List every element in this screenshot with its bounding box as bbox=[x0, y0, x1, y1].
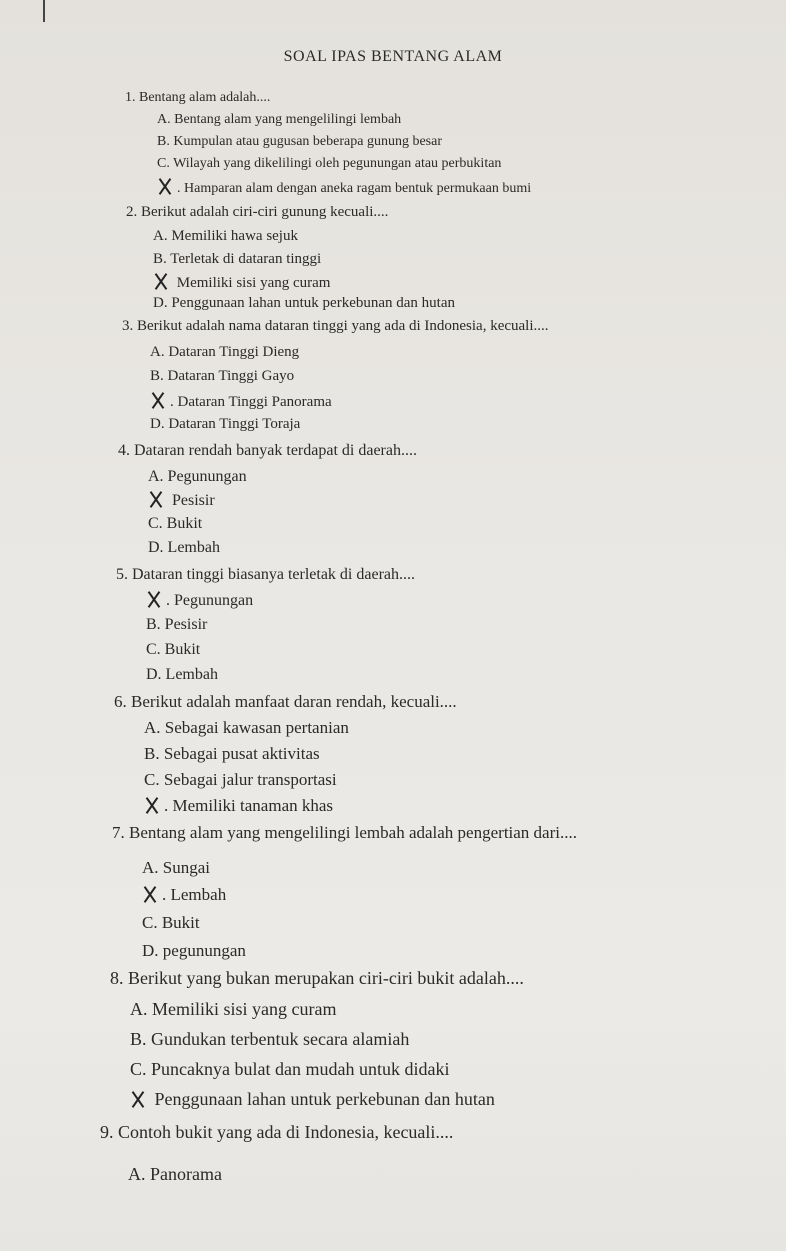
q1-option-d: . Hamparan alam dengan aneka ragam bentuk permukaan bumi bbox=[155, 178, 531, 197]
q2-option-c: Memiliki sisi yang curam bbox=[151, 273, 330, 292]
q5-option-b: B. Pesisir bbox=[146, 616, 208, 633]
q4-option-b: Pesisir bbox=[146, 491, 215, 510]
q3-option-b: B. Dataran Tinggi Gayo bbox=[150, 368, 295, 384]
question-1: 1. Bentang alam adalah.... bbox=[125, 90, 271, 105]
question-6: 6. Berikut adalah manfaat daran rendah, kecuali.... bbox=[114, 692, 457, 711]
q3-option-c: . Dataran Tinggi Panorama bbox=[148, 392, 332, 411]
q2-option-b: B. Terletak di dataran tinggi bbox=[153, 251, 322, 267]
q3-option-d: D. Dataran Tinggi Toraja bbox=[150, 416, 301, 432]
q2-option-d: D. Penggunaan lahan untuk perkebunan dan hutan bbox=[153, 295, 455, 311]
cross-mark-icon bbox=[155, 178, 175, 194]
question-4: 4. Dataran rendah banyak terdapat di daerah.... bbox=[118, 442, 417, 459]
question-9: 9. Contoh bukit yang ada di Indonesia, kecuali.... bbox=[100, 1122, 454, 1142]
q8-option-b: B. Gundukan terbentuk secara alamiah bbox=[130, 1029, 410, 1049]
q5-option-a: . Pegunungan bbox=[144, 591, 253, 610]
margin-pen-mark bbox=[43, 0, 45, 22]
q7-option-d: D. pegunungan bbox=[142, 941, 246, 960]
q3-option-a: A. Dataran Tinggi Dieng bbox=[150, 344, 300, 360]
question-7: 7. Bentang alam yang mengelilingi lembah adalah pengertian dari.... bbox=[112, 823, 577, 842]
cross-mark-icon bbox=[146, 491, 166, 507]
q5-option-c: C. Bukit bbox=[146, 641, 201, 658]
cross-mark-icon bbox=[128, 1091, 148, 1107]
cross-mark-icon bbox=[140, 886, 160, 902]
q6-option-b: B. Sebagai pusat aktivitas bbox=[144, 744, 320, 763]
question-8: 8. Berikut yang bukan merupakan ciri-ciri bukit adalah.... bbox=[110, 968, 524, 988]
q8-option-a: A. Memiliki sisi yang curam bbox=[130, 999, 337, 1019]
q9-option-a: A. Panorama bbox=[128, 1164, 222, 1184]
question-2: 2. Berikut adalah ciri-ciri gunung kecuali.... bbox=[126, 204, 389, 220]
question-3: 3. Berikut adalah nama dataran tinggi yang ada di Indonesia, kecuali.... bbox=[122, 318, 549, 334]
q6-option-d: . Memiliki tanaman khas bbox=[142, 796, 333, 816]
q1-option-a: A. Bentang alam yang mengelilingi lembah bbox=[157, 112, 402, 127]
q4-option-c: C. Bukit bbox=[148, 515, 203, 532]
q1-option-b: B. Kumpulan atau gugusan beberapa gunung besar bbox=[157, 134, 442, 149]
cross-mark-icon bbox=[148, 392, 168, 408]
q1-option-c: C. Wilayah yang dikelilingi oleh pegunungan atau perbukitan bbox=[157, 156, 502, 171]
cross-mark-icon bbox=[142, 797, 162, 813]
q7-option-c: C. Bukit bbox=[142, 913, 200, 932]
q6-option-c: C. Sebagai jalur transportasi bbox=[144, 770, 337, 789]
q6-option-a: A. Sebagai kawasan pertanian bbox=[144, 718, 349, 737]
question-5: 5. Dataran tinggi biasanya terletak di daerah.... bbox=[116, 566, 415, 583]
q7-option-a: A. Sungai bbox=[142, 858, 210, 877]
q4-option-a: A. Pegunungan bbox=[148, 468, 247, 485]
q4-option-d: D. Lembah bbox=[148, 539, 220, 556]
q5-option-d: D. Lembah bbox=[146, 666, 218, 683]
cross-mark-icon bbox=[151, 273, 171, 289]
cross-mark-icon bbox=[144, 591, 164, 607]
q2-option-a: A. Memiliki hawa sejuk bbox=[153, 228, 298, 244]
q8-option-d: Penggunaan lahan untuk perkebunan dan hutan bbox=[128, 1089, 495, 1110]
page-title: SOAL IPAS BENTANG ALAM bbox=[283, 48, 503, 65]
q8-option-c: C. Puncaknya bulat dan mudah untuk didaki bbox=[130, 1059, 450, 1079]
q7-option-b: . Lembah bbox=[140, 885, 226, 905]
